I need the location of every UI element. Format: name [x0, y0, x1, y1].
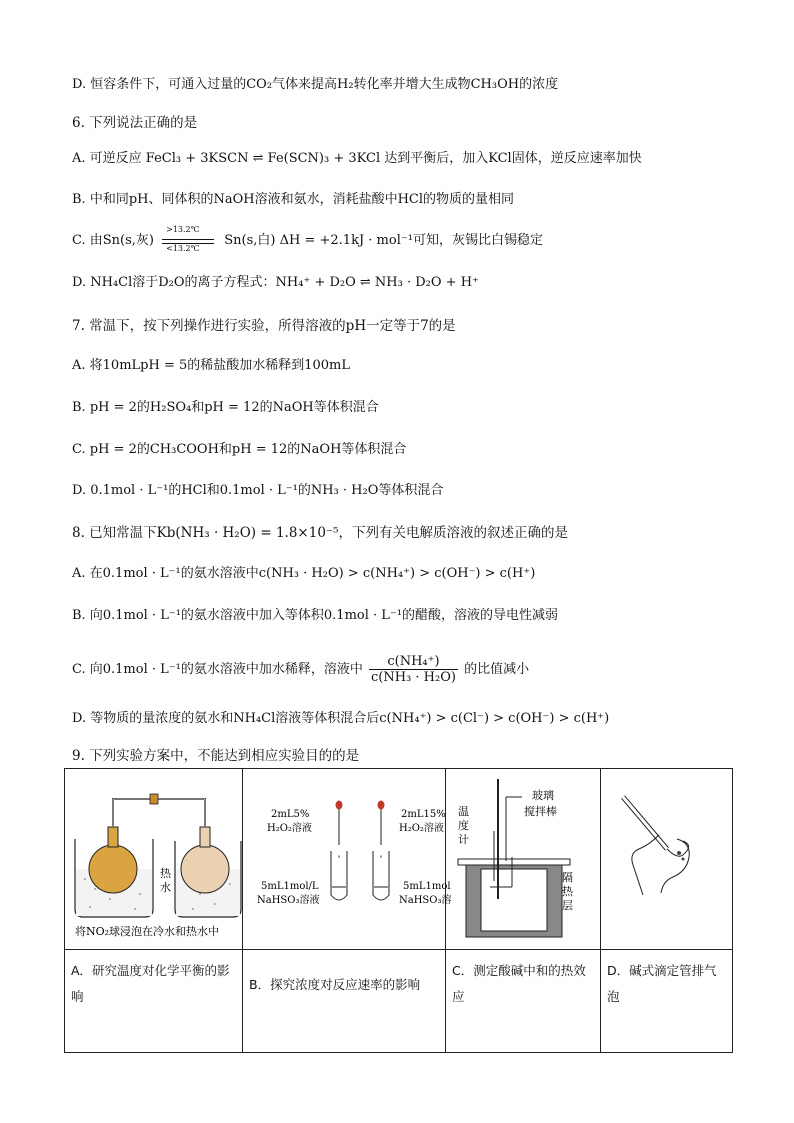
q8-option-a: A. 在0.1mol · L⁻¹的氨水溶液中c(NH₃ · H₂O) > c(NH₄⁺) > c(OH⁻) > c(H⁺)	[72, 566, 536, 581]
b-left-top-2: H₂O₂溶液	[267, 823, 312, 834]
question-7: 7. 常温下，按下列操作进行实验，所得溶液的pH一定等于7的是	[72, 318, 456, 334]
fraction-numerator: c(NH₄⁺)	[369, 654, 458, 670]
b-right-bottom-1: 5mL1mol	[403, 881, 451, 892]
calorimeter-figure	[446, 769, 600, 945]
thermometer-label-3: 计	[458, 833, 469, 846]
thermometer-label-2: 度	[458, 819, 469, 832]
hot-water-label-1: 热	[160, 867, 171, 880]
insulation-label-3: 层	[562, 899, 573, 912]
equilibrium-arrows	[158, 224, 220, 253]
caption-d: D．碱式滴定管排气泡	[601, 950, 733, 1053]
arrow-lower-label: <13.2℃	[166, 243, 200, 253]
stirrer-label-1: 玻璃	[532, 789, 554, 802]
insulation-label-1: 隔	[562, 871, 573, 884]
hot-water-label-2: 水	[160, 881, 171, 894]
stirrer-label-2: 搅拌棒	[524, 805, 557, 818]
burette-bubble-figure	[601, 769, 732, 945]
experiment-table	[64, 768, 733, 1053]
q8-option-d: D. 等物质的量浓度的氨水和NH₄Cl溶液等体积混合后c(NH₄⁺) > c(Cl⁻) > c(OH⁻) > c(H⁺)	[72, 711, 610, 726]
q8-option-c	[72, 654, 529, 685]
clamp-icon	[150, 794, 158, 804]
caption-b: B．探究浓度对反应速率的影响	[243, 950, 446, 1053]
h2o2-tubes-figure	[243, 769, 452, 945]
q7-option-b: B. pH = 2的H₂SO₄和pH = 12的NaOH等体积混合	[72, 400, 379, 415]
q7-option-d: D. 0.1mol · L⁻¹的HCl和0.1mol · L⁻¹的NH₃ · H₂O等体积混合	[72, 483, 444, 498]
q8c-post: 的比值减小	[464, 662, 530, 677]
q6-option-a: A. 可逆反应 FeCl₃ + 3KSCN ⇌ Fe(SCN)₃ + 3KCl 达到平衡后，加入KCl固体，逆反应速率加快	[72, 151, 642, 166]
question-8: 8. 已知常温下Kb(NH₃ · H₂O) = 1.8×10⁻⁵，下列有关电解质溶液的叙述正确的是	[72, 525, 568, 541]
question-9: 9. 下列实验方案中，不能达到相应实验目的的是	[72, 748, 360, 764]
arrow-upper-label: >13.2℃	[166, 224, 200, 234]
figure-c-cell	[446, 769, 601, 950]
caption-c: C．测定酸碱中和的热效应	[446, 950, 601, 1053]
figure-b-cell	[243, 769, 452, 950]
q6c-post: Sn(s,白) ΔH = +2.1kJ · mol⁻¹可知，灰锡比白锡稳定	[224, 233, 543, 248]
b-right-top-2: H₂O₂溶液	[399, 823, 444, 834]
fraction	[369, 654, 458, 685]
figure-d-cell	[601, 769, 733, 950]
figure-a-caption: 将NO₂球浸泡在冷水和热水中	[75, 925, 220, 938]
figure-a-cell	[65, 769, 243, 950]
q7-option-c: C. pH = 2的CH₃COOH和pH = 12的NaOH等体积混合	[72, 442, 407, 457]
b-left-bottom-2: NaHSO₃溶液	[257, 895, 320, 906]
fraction-denominator: c(NH₃ · H₂O)	[370, 670, 456, 685]
q8-option-b: B. 向0.1mol · L⁻¹的氨水溶液中加入等体积0.1mol · L⁻¹的醋酸，溶液的导电性减弱	[72, 608, 558, 623]
question-6: 6. 下列说法正确的是	[72, 115, 198, 131]
q6c-pre: C. 由Sn(s,灰)	[72, 233, 154, 248]
q6-option-b: B. 中和同pH、同体积的NaOH溶液和氨水，消耗盐酸中HCl的物质的量相同	[72, 192, 515, 207]
q7-option-a: A. 将10mLpH = 5的稀盐酸加水稀释到100mL	[72, 358, 351, 373]
b-left-top-1: 2mL5%	[271, 809, 310, 820]
q5-option-d: D. 恒容条件下，可通入过量的CO₂气体来提高H₂转化率并增大生成物CH₃OH的浓度	[72, 77, 559, 92]
b-right-top-1: 2mL15%	[401, 809, 446, 820]
insulation-label-2: 热	[562, 885, 573, 898]
q6-option-d: D. NH₄Cl溶于D₂O的离子方程式：NH₄⁺ + D₂O ⇌ NH₃ · D₂O + H⁺	[72, 275, 479, 290]
q8c-pre: C. 向0.1mol · L⁻¹的氨水溶液中加水稀释，溶液中	[72, 662, 363, 677]
no2-flasks-figure	[65, 769, 242, 945]
q6-option-c	[72, 224, 543, 253]
thermometer-label-1: 温	[458, 805, 469, 818]
caption-a: A．研究温度对化学平衡的影响	[65, 950, 243, 1053]
b-right-bottom-2: NaHSO₃溶	[399, 895, 452, 906]
b-left-bottom-1: 5mL1mol/L	[261, 881, 319, 892]
